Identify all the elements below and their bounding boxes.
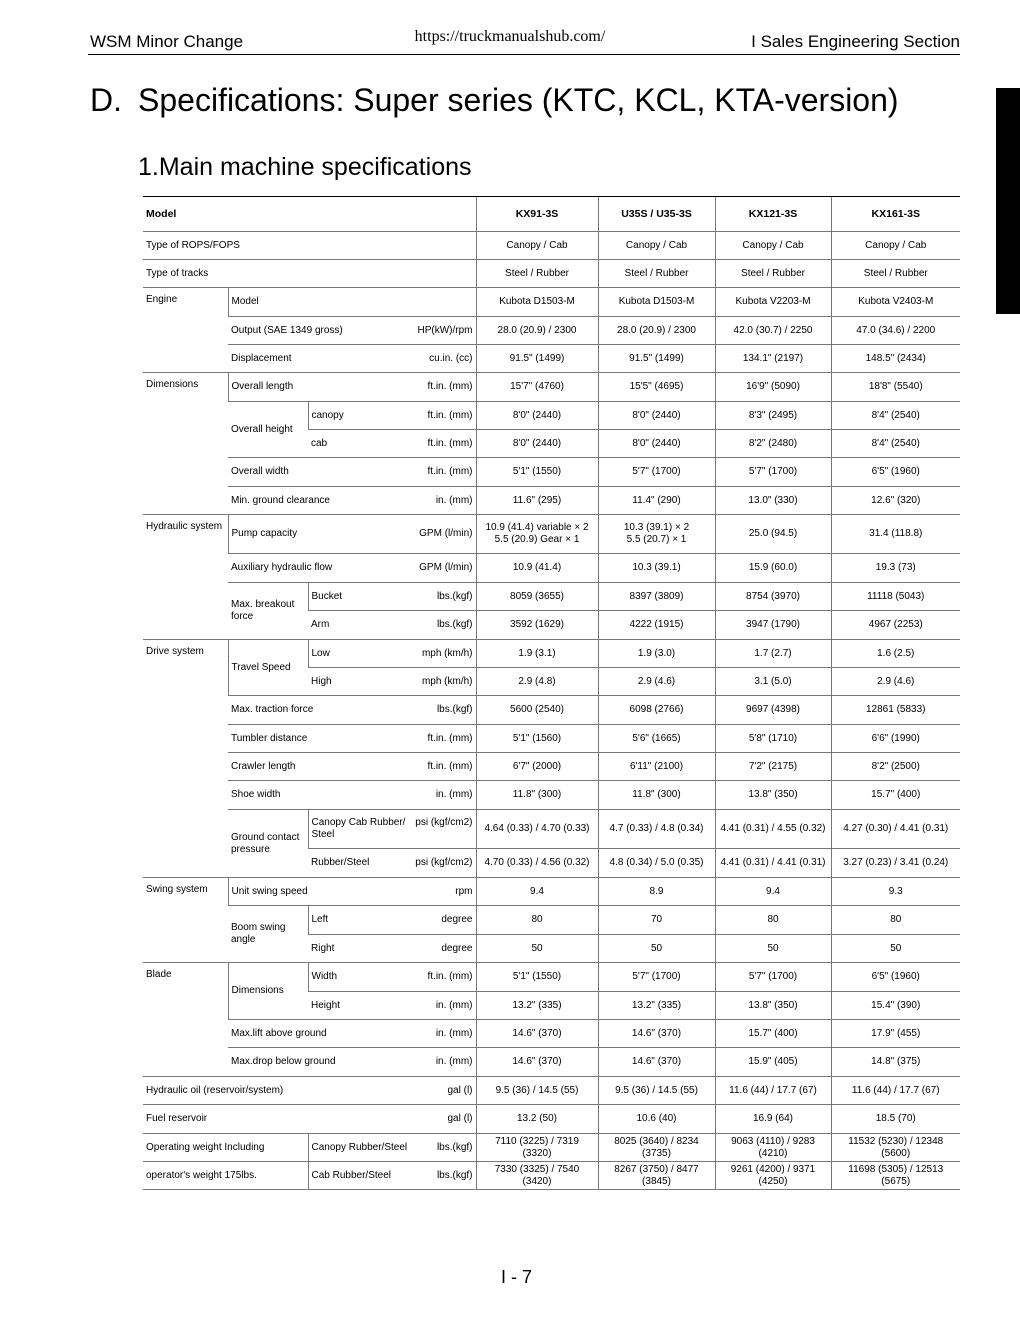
cell: 9.4: [476, 878, 598, 906]
label-text: Crawler length: [231, 760, 296, 772]
row-label: Travel Speed: [228, 640, 308, 696]
cell: 3947 (1790): [715, 611, 831, 640]
cell: 19.3 (73): [831, 554, 960, 583]
header-divider: [88, 54, 960, 55]
cell: 4967 (2253): [831, 611, 960, 640]
unit: ft.in. (mm): [427, 760, 473, 772]
page-number: I - 7: [500, 1267, 532, 1287]
cell: 2.9 (4.6): [598, 668, 715, 696]
cell: Steel / Rubber: [598, 260, 715, 288]
label-text: Output (SAE 1349 gross): [231, 324, 343, 336]
unit: ft.in. (mm): [427, 971, 473, 982]
table-row: [143, 1134, 960, 1162]
label-text: Max.lift above ground: [231, 1027, 327, 1039]
table-row: [143, 878, 960, 906]
cell: 10.9 (41.4): [476, 554, 598, 583]
cell: 11.8" (300): [598, 781, 715, 810]
label-text: Min. ground clearance: [231, 494, 330, 506]
unit: ft.in. (mm): [427, 732, 473, 744]
cell: 5'6" (1665): [598, 725, 715, 753]
group-blade: Blade: [143, 963, 228, 1077]
sub-text: Canopy Rubber/Steel: [311, 1141, 408, 1153]
table-row: [143, 753, 960, 781]
unit: ft.in. (mm): [427, 466, 473, 477]
cell: 134.1" (2197): [715, 345, 831, 373]
table-header-row: [143, 197, 960, 232]
cell: 4.27 (0.30) / 4.41 (0.31): [831, 810, 960, 849]
cell: 4222 (1915): [598, 611, 715, 640]
group-engine: Engine: [143, 288, 228, 373]
row-label: [228, 1020, 476, 1048]
row-label: Operating weight Including: [143, 1134, 308, 1162]
cell: 28.0 (20.9) / 2300: [598, 317, 715, 345]
unit: degree: [441, 942, 473, 954]
cell: Steel / Rubber: [476, 260, 598, 288]
sub-label: [308, 849, 476, 878]
cell: 1.6 (2.5): [831, 640, 960, 668]
cell: Steel / Rubber: [715, 260, 831, 288]
cell: 3.1 (5.0): [715, 668, 831, 696]
cell: 11.6 (44) / 17.7 (67): [715, 1077, 831, 1105]
row-label: [228, 878, 476, 906]
cell: 11698 (5305) / 12513 (5675): [831, 1162, 960, 1190]
cell: 5600 (2540): [476, 696, 598, 725]
cell: 8'4" (2540): [831, 402, 960, 430]
row-label: Max. breakout force: [228, 583, 308, 640]
group-drive: Drive system: [143, 640, 228, 878]
cell: 50: [831, 935, 960, 963]
sub-text: Right: [311, 942, 335, 954]
unit: lbs.(kgf): [436, 1169, 473, 1181]
header-url[interactable]: https://truckmanualshub.com/: [414, 28, 606, 45]
cell: 9.5 (36) / 14.5 (55): [598, 1077, 715, 1105]
unit: in. (mm): [435, 1056, 473, 1067]
unit: HP(kW)/rpm: [417, 324, 473, 336]
sub-label: [308, 402, 476, 430]
unit: GPM (l/min): [419, 562, 473, 573]
label-text: Max.drop below ground: [231, 1056, 336, 1067]
unit: lbs.(kgf): [436, 619, 473, 630]
cell: 3592 (1629): [476, 611, 598, 640]
section-subtitle: 1.Main machine specifications: [138, 153, 472, 181]
header-kx161: KX161-3S: [831, 197, 960, 232]
unit: in. (mm): [435, 789, 473, 800]
sub-label: [308, 1162, 476, 1190]
cell: 5'1" (1550): [476, 963, 598, 992]
cell: 50: [476, 935, 598, 963]
cell: 18'8" (5540): [831, 373, 960, 402]
cell: 11532 (5230) / 12348 (5600): [831, 1134, 960, 1162]
sub-label: [308, 810, 476, 849]
cell: 18.5 (70): [831, 1105, 960, 1134]
unit: mph (km/h): [421, 647, 473, 659]
cell: 3.27 (0.23) / 3.41 (0.24): [831, 849, 960, 878]
cell: 9697 (4398): [715, 696, 831, 725]
group-dimensions: Dimensions: [143, 373, 228, 515]
label-text: Pump capacity: [231, 528, 298, 539]
label-text: Auxiliary hydraulic flow: [231, 562, 333, 573]
section-title: Specifications: Super series (KTC, KCL, KTA-version): [138, 82, 899, 118]
unit: in. (mm): [435, 999, 473, 1011]
table-row: [143, 1077, 960, 1105]
cell: [598, 515, 715, 554]
cell: 31.4 (118.8): [831, 515, 960, 554]
row-label: Model: [228, 288, 476, 317]
cell: 10.6 (40): [598, 1105, 715, 1134]
cell: 5'7" (1700): [715, 458, 831, 487]
cell: 13.0" (330): [715, 487, 831, 515]
cell: Canopy / Cab: [476, 232, 598, 260]
cell: 14.6" (370): [476, 1020, 598, 1048]
sub-label: [308, 963, 476, 992]
cell: 8.9: [598, 878, 715, 906]
unit: GPM (l/min): [419, 528, 473, 539]
cell: 13.2 (50): [476, 1105, 598, 1134]
cell: 50: [715, 935, 831, 963]
cell: 11.4" (290): [598, 487, 715, 515]
cell: 2.9 (4.6): [831, 668, 960, 696]
sub-label: [308, 430, 476, 458]
unit: ft.in. (mm): [427, 409, 473, 421]
cell: Canopy / Cab: [598, 232, 715, 260]
cell: 5'1" (1560): [476, 725, 598, 753]
cell: 15.9" (405): [715, 1048, 831, 1077]
sub-text: Arm: [311, 619, 330, 630]
row-label: [228, 458, 476, 487]
cell: 7330 (3325) / 7540 (3420): [476, 1162, 598, 1190]
label-text: Unit swing speed: [231, 885, 308, 897]
cell: 15'5" (4695): [598, 373, 715, 402]
row-label: [228, 317, 476, 345]
cell: 14.6" (370): [598, 1048, 715, 1077]
table-row: [143, 906, 960, 935]
unit: in. (mm): [435, 1027, 473, 1039]
table-row: [143, 402, 960, 430]
table-row: [143, 288, 960, 317]
cell: 8'0" (2440): [598, 430, 715, 458]
header-u35: U35S / U35-3S: [598, 197, 715, 232]
cell: 15.9 (60.0): [715, 554, 831, 583]
cell: 1.9 (3.0): [598, 640, 715, 668]
table-row: [143, 487, 960, 515]
table-row: [143, 515, 960, 554]
cell: 4.41 (0.31) / 4.41 (0.31): [715, 849, 831, 878]
sub-label: [308, 640, 476, 668]
spec-table: [143, 196, 960, 1190]
cell: 8754 (3970): [715, 583, 831, 611]
cell: 8'0" (2440): [598, 402, 715, 430]
label-text: Fuel reservoir: [146, 1113, 208, 1124]
unit: mph (km/h): [421, 675, 473, 687]
side-tab-marker: [996, 88, 1020, 314]
cell: 6'6" (1990): [831, 725, 960, 753]
table-row: [143, 583, 960, 611]
sub-label: [308, 992, 476, 1020]
label-text: Max. traction force: [231, 704, 314, 715]
label-text: Shoe width: [231, 789, 281, 800]
row-label: Type of ROPS/FOPS: [143, 232, 476, 260]
row-label: [228, 487, 476, 515]
cell: 8397 (3809): [598, 583, 715, 611]
unit: ft.in. (mm): [427, 437, 473, 449]
cell: 91.5" (1499): [598, 345, 715, 373]
sub-label: [308, 935, 476, 963]
cell: 6'7" (2000): [476, 753, 598, 781]
sub-text: Low: [311, 647, 330, 659]
cell: 4.64 (0.33) / 4.70 (0.33): [476, 810, 598, 849]
sub-text: Rubber/Steel: [311, 857, 370, 868]
cell: Kubota V2203-M: [715, 288, 831, 317]
row-label: [228, 345, 476, 373]
cell-line: 10.3 (39.1) × 2: [623, 522, 690, 533]
cell: 8'2" (2480): [715, 430, 831, 458]
cell: 6'5" (1960): [831, 963, 960, 992]
cell: Steel / Rubber: [831, 260, 960, 288]
cell: Canopy / Cab: [831, 232, 960, 260]
header-left: WSM Minor Change: [90, 32, 244, 51]
cell: 6'11" (2100): [598, 753, 715, 781]
cell: 5'7" (1700): [715, 963, 831, 992]
row-label: [143, 1077, 476, 1105]
unit: gal (l): [447, 1113, 473, 1124]
cell: 12861 (5833): [831, 696, 960, 725]
sub-label: [308, 583, 476, 611]
cell: 1.9 (3.1): [476, 640, 598, 668]
cell: 13.2" (335): [598, 992, 715, 1020]
cell: 6098 (2766): [598, 696, 715, 725]
cell: 5'1" (1550): [476, 458, 598, 487]
sub-text: Cab Rubber/Steel: [311, 1169, 391, 1181]
cell: 13.8" (350): [715, 992, 831, 1020]
cell: 7110 (3225) / 7319 (3320): [476, 1134, 598, 1162]
cell: 9063 (4110) / 9283 (4210): [715, 1134, 831, 1162]
unit: lbs.(kgf): [436, 1141, 473, 1153]
cell: 6'5" (1960): [831, 458, 960, 487]
unit: degree: [441, 914, 473, 925]
cell: 28.0 (20.9) / 2300: [476, 317, 598, 345]
cell: 16.9 (64): [715, 1105, 831, 1134]
row-label: [228, 725, 476, 753]
cell: 14.6" (370): [476, 1048, 598, 1077]
cell: 4.7 (0.33) / 4.8 (0.34): [598, 810, 715, 849]
row-label: [228, 781, 476, 810]
cell: Canopy / Cab: [715, 232, 831, 260]
cell: 9.5 (36) / 14.5 (55): [476, 1077, 598, 1105]
unit: in. (mm): [435, 494, 473, 506]
cell: 11.6" (295): [476, 487, 598, 515]
sub-label: [308, 1134, 476, 1162]
cell: 9.3: [831, 878, 960, 906]
cell: 5'8" (1710): [715, 725, 831, 753]
header-model: Model: [143, 197, 476, 232]
cell: 7'2" (2175): [715, 753, 831, 781]
cell: 8059 (3655): [476, 583, 598, 611]
label-text: Overall width: [231, 466, 289, 477]
table-row: [143, 317, 960, 345]
cell: 5'7" (1700): [598, 963, 715, 992]
table-row: [143, 373, 960, 402]
unit: cu.in. (cc): [429, 352, 473, 364]
cell: 13.8" (350): [715, 781, 831, 810]
sub-text: Left: [311, 914, 329, 925]
sub-text: Height: [311, 999, 340, 1011]
cell: 16'9" (5090): [715, 373, 831, 402]
cell: 25.0 (94.5): [715, 515, 831, 554]
cell: 148.5" (2434): [831, 345, 960, 373]
row-label: Type of tracks: [143, 260, 476, 288]
cell: 10.3 (39.1): [598, 554, 715, 583]
cell: 11118 (5043): [831, 583, 960, 611]
unit: rpm: [455, 885, 473, 897]
unit: ft.in. (mm): [427, 381, 473, 392]
sub-text: canopy: [311, 409, 344, 421]
sub-label: [308, 611, 476, 640]
row-label: [228, 753, 476, 781]
table-row: [143, 725, 960, 753]
cell: 17.9" (455): [831, 1020, 960, 1048]
cell: 8'0" (2440): [476, 430, 598, 458]
row-label: [228, 696, 476, 725]
page-title: [90, 82, 899, 119]
row-label: [228, 1048, 476, 1077]
row-label: [228, 373, 476, 402]
cell: 4.70 (0.33) / 4.56 (0.32): [476, 849, 598, 878]
cell: 47.0 (34.6) / 2200: [831, 317, 960, 345]
table-row: [143, 696, 960, 725]
cell: 11.8" (300): [476, 781, 598, 810]
cell: 11.6 (44) / 17.7 (67): [831, 1077, 960, 1105]
cell: 15.7" (400): [715, 1020, 831, 1048]
cell: 50: [598, 935, 715, 963]
cell: 8025 (3640) / 8234 (3735): [598, 1134, 715, 1162]
cell: 9261 (4200) / 9371 (4250): [715, 1162, 831, 1190]
cell: 8'4" (2540): [831, 430, 960, 458]
cell: 14.6" (370): [598, 1020, 715, 1048]
table-row: [143, 260, 960, 288]
table-row: [143, 1048, 960, 1077]
cell: 80: [715, 906, 831, 935]
table-row: [143, 781, 960, 810]
unit: psi (kgf/cm2): [415, 817, 473, 828]
header-right: I Sales Engineering Section: [751, 32, 960, 51]
cell: Kubota V2403-M: [831, 288, 960, 317]
cell: 8'0" (2440): [476, 402, 598, 430]
unit: lbs.(kgf): [436, 704, 473, 715]
sub-text: cab: [311, 437, 328, 449]
row-label: Boom swing angle: [228, 906, 308, 963]
row-label: operator's weight 175lbs.: [143, 1162, 308, 1190]
cell: 9.4: [715, 878, 831, 906]
table-row: [143, 345, 960, 373]
label-text: Overall length: [231, 381, 294, 392]
section-letter: D.: [90, 82, 122, 118]
table-row: [143, 554, 960, 583]
sub-text: High: [311, 675, 332, 687]
cell: 2.9 (4.8): [476, 668, 598, 696]
cell-line: 10.9 (41.4) variable × 2: [485, 522, 589, 533]
sub-label: [308, 906, 476, 935]
cell: 42.0 (30.7) / 2250: [715, 317, 831, 345]
cell: 8'2" (2500): [831, 753, 960, 781]
table-row: [143, 1020, 960, 1048]
cell: 91.5" (1499): [476, 345, 598, 373]
unit: lbs.(kgf): [436, 590, 473, 602]
cell: 13.2" (335): [476, 992, 598, 1020]
table-row: [143, 1162, 960, 1190]
cell: 12.6" (320): [831, 487, 960, 515]
cell: Kubota D1503-M: [476, 288, 598, 317]
table-row: [143, 963, 960, 992]
header-kx121: KX121-3S: [715, 197, 831, 232]
row-label: Dimensions: [228, 963, 308, 1020]
cell: [476, 515, 598, 554]
cell: 80: [831, 906, 960, 935]
cell: 14.8" (375): [831, 1048, 960, 1077]
cell: 8'3" (2495): [715, 402, 831, 430]
group-swing: Swing system: [143, 878, 228, 963]
cell: 1.7 (2.7): [715, 640, 831, 668]
row-label: [228, 515, 476, 554]
cell-line: 5.5 (20.9) Gear × 1: [494, 534, 580, 545]
cell: 4.8 (0.34) / 5.0 (0.35): [598, 849, 715, 878]
cell: Kubota D1503-M: [598, 288, 715, 317]
cell: 5'7" (1700): [598, 458, 715, 487]
unit: gal (l): [447, 1084, 473, 1096]
cell-line: 5.5 (20.7) × 1: [626, 534, 687, 545]
table-row: [143, 1105, 960, 1134]
sub-text: Bucket: [311, 590, 343, 602]
sub-text: Canopy Cab Rubber/ Steel: [311, 817, 406, 840]
sub-text: Width: [311, 971, 338, 982]
cell: 4.41 (0.31) / 4.55 (0.32): [715, 810, 831, 849]
row-label: Ground contact pressure: [228, 810, 308, 878]
label-text: Hydraulic oil (reservoir/system): [146, 1084, 284, 1096]
row-label: [143, 1105, 476, 1134]
cell: 15.4" (390): [831, 992, 960, 1020]
unit: psi (kgf/cm2): [415, 857, 473, 868]
label-text: Tumbler distance: [231, 732, 308, 744]
cell: 70: [598, 906, 715, 935]
table-row: [143, 232, 960, 260]
group-hydraulic: Hydraulic system: [143, 515, 228, 640]
cell: 8267 (3750) / 8477 (3845): [598, 1162, 715, 1190]
table-row: [143, 810, 960, 849]
sub-label: [308, 668, 476, 696]
table-row: [143, 458, 960, 487]
table-row: [143, 640, 960, 668]
label-text: Displacement: [231, 352, 292, 364]
cell: 15.7" (400): [831, 781, 960, 810]
row-label: [228, 554, 476, 583]
header-kx91: KX91-3S: [476, 197, 598, 232]
cell: 80: [476, 906, 598, 935]
row-label: Overall height: [228, 402, 308, 458]
cell: 15'7" (4760): [476, 373, 598, 402]
